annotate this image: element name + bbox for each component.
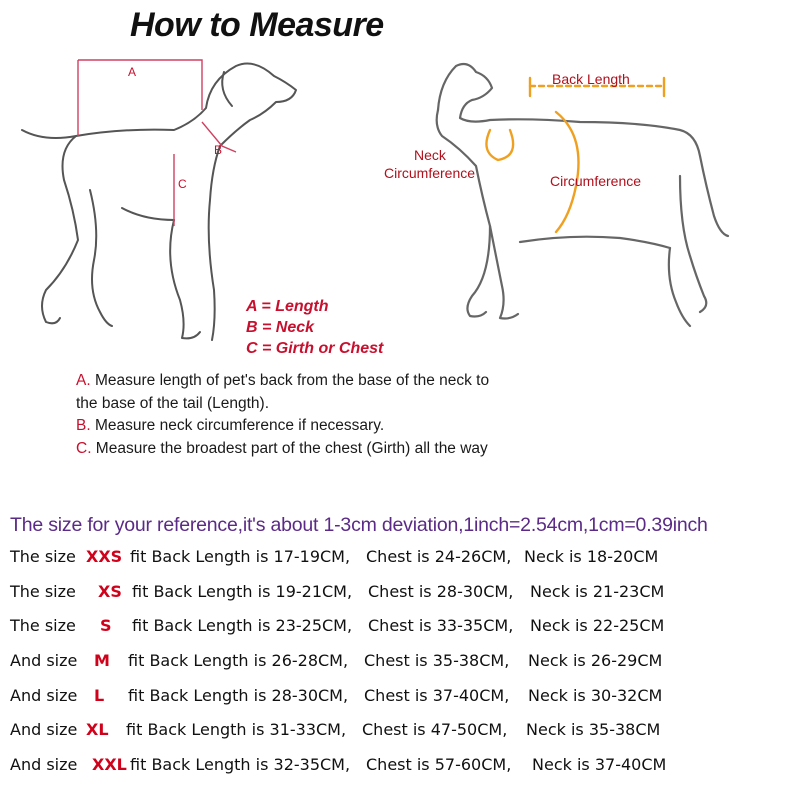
legend-b: B = Neck [246, 319, 315, 336]
size-back: fit Back Length is 28-30CM, [128, 685, 349, 705]
label-a: A [128, 65, 137, 79]
instruction-row [76, 370, 489, 393]
size-prefix: And size [10, 651, 78, 671]
size-prefix: And size [10, 755, 78, 775]
legend-a: A = Length [246, 298, 329, 315]
circumference-arrows [486, 78, 664, 232]
size-chest: Chest is 28-30CM, [368, 581, 514, 601]
size-chest: Chest is 37-40CM, [364, 685, 510, 705]
dog-silhouette-icon [437, 64, 728, 326]
size-prefix: The size [10, 616, 76, 636]
instruction-text: Measure neck circumference if necessary. [90, 417, 385, 434]
size-code: M [94, 651, 110, 671]
size-code: XXL [92, 755, 127, 775]
circumference-label: Circumference [550, 173, 642, 189]
instructions [76, 370, 489, 460]
size-back: fit Back Length is 17-19CM, [130, 547, 351, 566]
instruction-text: the base of the tail (Length). [76, 394, 270, 412]
size-chest: Chest is 35-38CM, [364, 651, 510, 671]
size-code: XL [86, 720, 109, 740]
size-back: fit Back Length is 32-35CM, [130, 755, 351, 775]
instruction-text: Measure length of pet's back from the base of the neck to [90, 372, 490, 389]
measure-lines [78, 60, 236, 226]
instruction-letter: C. [76, 439, 92, 457]
size-chest: Chest is 24-26CM, [366, 547, 512, 566]
instruction-text: Measure the broadest part of the chest (Girth) all the way [91, 439, 488, 457]
back-length-label: Back Length [552, 71, 630, 87]
instruction-row [76, 438, 489, 461]
reference-note: The size for your reference,it's about 1-3cm deviation,1inch=2.54cm,1cm=0.39inch [10, 514, 708, 536]
size-back: fit Back Length is 23-25CM, [132, 616, 353, 636]
size-neck: Neck is 26-29CM [528, 651, 663, 671]
dog-circumference-diagram [380, 56, 740, 356]
neck-label-line2: Circumference [384, 165, 476, 181]
label-b: B [214, 143, 223, 157]
page-title: How to Measure [130, 6, 384, 44]
size-neck: Neck is 18-20CM [524, 547, 659, 566]
size-code: S [100, 616, 112, 636]
size-back: fit Back Length is 31-33CM, [126, 720, 347, 740]
size-code: L [94, 685, 105, 705]
legend [246, 296, 383, 359]
size-prefix: The size [10, 547, 76, 566]
instruction-letter: B. [76, 417, 91, 434]
size-code: XS [98, 581, 122, 601]
instruction-row [76, 393, 489, 416]
size-neck: Neck is 21-23CM [530, 581, 665, 601]
size-neck: Neck is 37-40CM [532, 755, 667, 775]
size-prefix: And size [10, 685, 78, 705]
label-c: C [178, 177, 187, 191]
size-code: XXS [86, 547, 123, 566]
size-neck: Neck is 35-38CM [526, 720, 661, 740]
size-prefix: The size [10, 581, 76, 601]
size-prefix: And size [10, 720, 78, 740]
size-chest: Chest is 57-60CM, [366, 755, 512, 775]
size-back: fit Back Length is 19-21CM, [132, 581, 353, 601]
size-back: fit Back Length is 26-28CM, [128, 651, 349, 671]
instruction-row [76, 415, 489, 438]
size-neck: Neck is 30-32CM [528, 685, 663, 705]
legend-c: C = Girth or Chest [246, 340, 384, 357]
size-chest: Chest is 33-35CM, [368, 616, 514, 636]
size-neck: Neck is 22-25CM [530, 616, 665, 636]
size-chest: Chest is 47-50CM, [362, 720, 508, 740]
instruction-letter: A. [76, 372, 91, 389]
neck-label-line1: Neck [414, 147, 446, 163]
